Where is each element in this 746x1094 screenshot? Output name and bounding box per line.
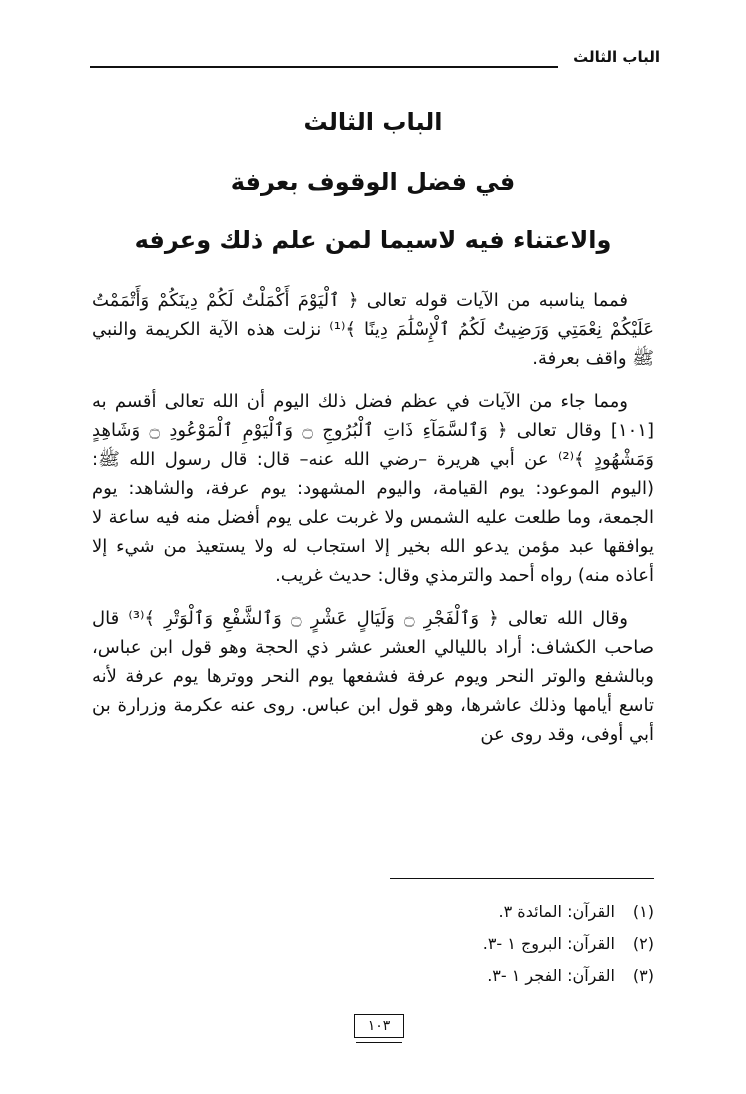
footnote-text: القرآن: البروج ١ -٣. [482,934,615,953]
footnotes [92,896,654,992]
paragraph: وقال الله تعالى ﴿ وَٱلْفَجْرِ ۝ وَلَيَالٍ عَشْرٍ ۝ وَٱلشَّفْعِ وَٱلْوَتْرِ ﴾⁽³⁾ قال صاحب الكشاف: أراد بالليالي العشر عشر ذي الحجة وهو قول ابن عباس، وبالشفع والوتر النحر ويوم عرفة فشفعها يوم النحر ووترها يوم عرفة لأنه تاسع أيامها وذلك عاشرها، وهو قول ابن عباس. روى عنه عكرمة وزرارة بن أبي أوفى، وقد روى عن [92,608,654,745]
footnote [92,928,654,960]
page-number: ١٠٣ [354,1014,404,1038]
body-text [92,286,654,763]
header-rule [90,66,558,68]
footnote-number: (١) [632,902,654,921]
footnote [92,896,654,928]
footnote-number: (٢) [632,934,654,953]
footnote-text: القرآن: المائدة ٣. [498,902,615,921]
paragraph: ومما جاء من الآيات في عظم فضل ذلك اليوم أن الله تعالى أقسم به [١٠١] وقال تعالى ﴿ وَٱلسَّمَآءِ ذَاتِ ٱلْبُرُوجِ ۝ وَٱلْيَوْمِ ٱلْمَوْعُودِ ۝ وَشَاهِدٍ وَمَشْهُودٍ ﴾⁽²⁾ عن أبي هريرة –رضي الله عنه– قال: قال رسول الله ﷺ: (اليوم الموعود: يوم القيامة، واليوم المشهود: يوم عرفة، والشاهد: يوم الجمعة، وما طلعت عليه الشمس ولا غربت على يوم أفضل منه فيه ساعة لا يوافقها عبد مؤمن يدعو الله بخير إلا استجاب له ولا يستعيذ من شيء إلا أعاذه منه) رواه أحمد والترمذي وقال: حديث غريب. [92,391,655,586]
chapter-subheading: والاعتناء فيه لاسيما لمن علم ذلك وعرفه [134,226,612,254]
chapter-title: الباب الثالث [303,108,443,136]
footnote [92,960,654,992]
footnote-number: (٣) [632,966,654,985]
page-number-rule [356,1042,402,1043]
footnote-separator [390,878,654,879]
chapter-heading: في فضل الوقوف بعرفة [230,168,516,196]
running-head: الباب الثالث [573,48,660,66]
paragraph: فمما يناسبه من الآيات قوله تعالى ﴿ ٱلْيَوْمَ أَكْمَلْتُ لَكُمْ دِينَكُمْ وَأَتْمَمْتُ عَلَيْكُمْ نِعْمَتِي وَرَضِيتُ لَكُمُ ٱلْإِسْلَٰمَ دِينًا ﴾⁽¹⁾ نزلت هذه الآية الكريمة والنبي ﷺ واقف بعرفة. [92,290,654,369]
footnote-text: القرآن: الفجر ١ -٣. [487,966,615,985]
